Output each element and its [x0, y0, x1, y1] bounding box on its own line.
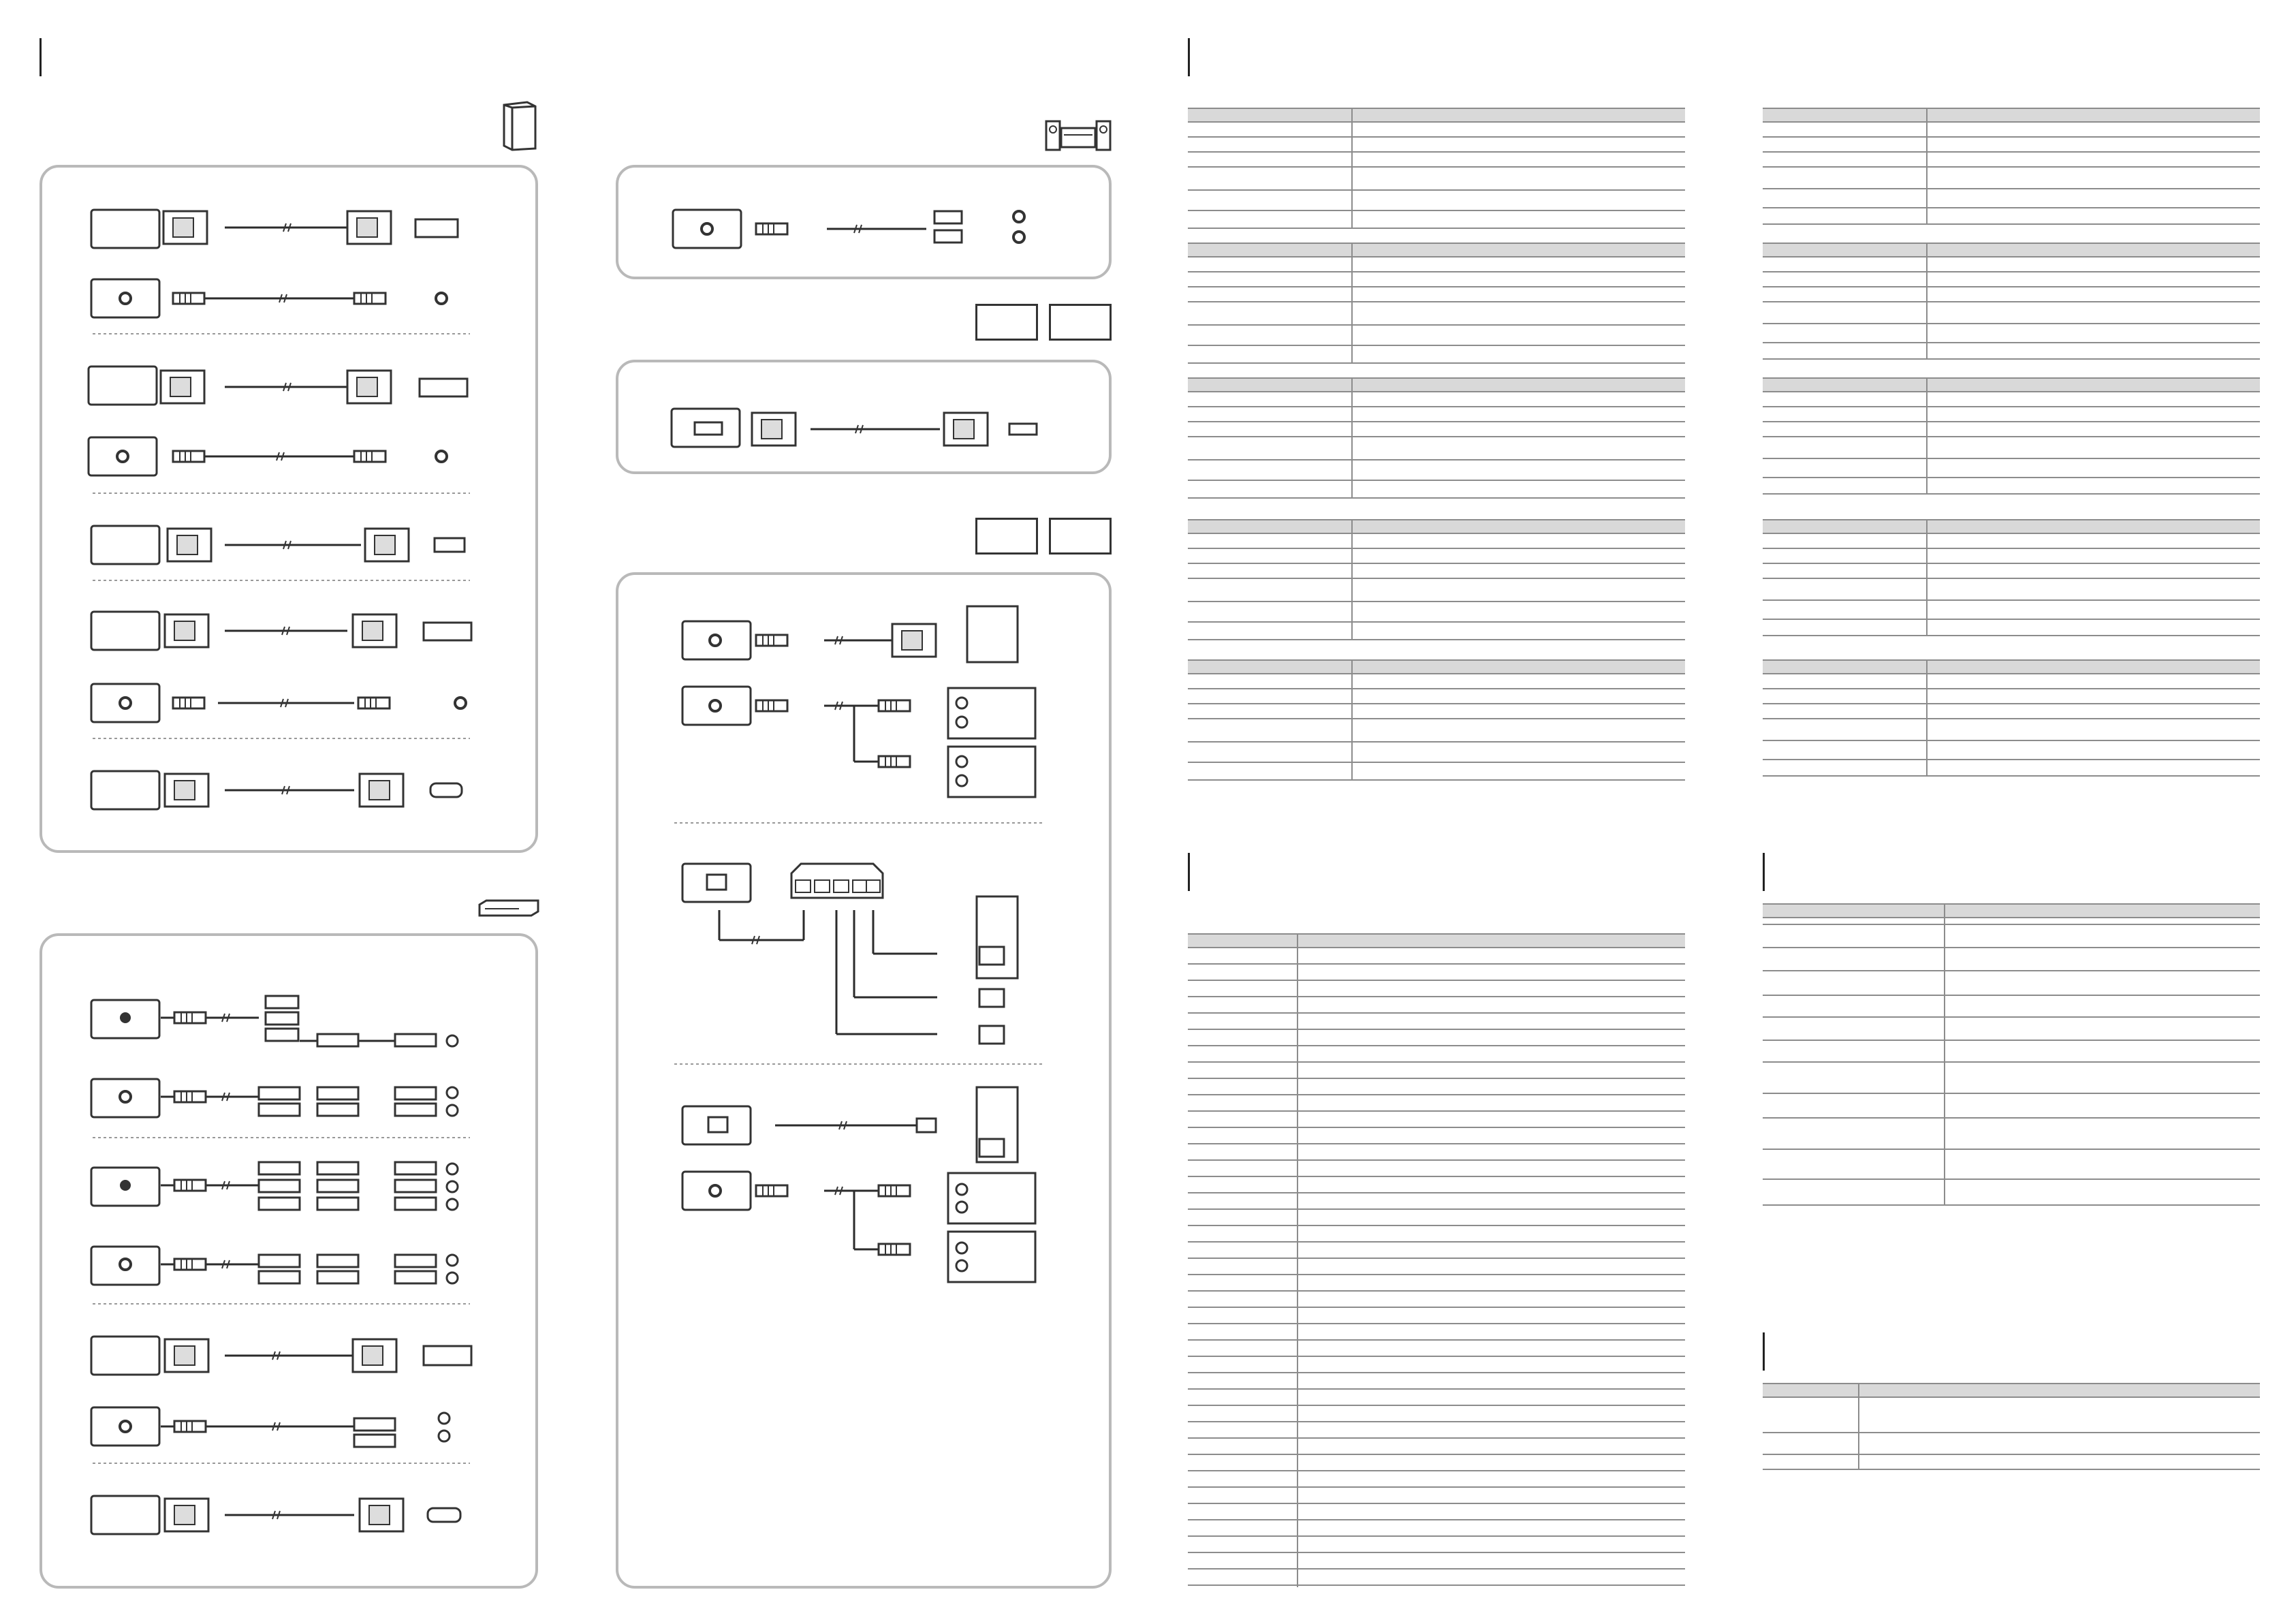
- table-divider: [1926, 377, 1928, 493]
- table-row: [1188, 980, 1685, 981]
- table-row: [1763, 1469, 2260, 1470]
- table-row: [1188, 533, 1685, 534]
- table-row: [1763, 995, 2260, 996]
- table-row: [1763, 391, 2260, 392]
- table-row: [1188, 1061, 1685, 1063]
- table-row: [1188, 1388, 1685, 1390]
- table-row: [1188, 1584, 1685, 1586]
- table-row: [1763, 342, 2260, 343]
- table-row: [1188, 639, 1685, 640]
- table-header: [1763, 659, 2260, 674]
- table-row: [1188, 1421, 1685, 1422]
- table-row: [1188, 436, 1685, 437]
- table-row: [1188, 718, 1685, 719]
- spec-table-b1: [1763, 108, 2260, 223]
- table-row: [1763, 477, 2260, 478]
- table-row: [1188, 1094, 1685, 1095]
- table-row: [1188, 1405, 1685, 1406]
- spec-table-power: [1763, 903, 2260, 1204]
- table-row: [1188, 1470, 1685, 1471]
- table-row: [1188, 1241, 1685, 1243]
- table-divider: [1351, 519, 1353, 639]
- table-row: [1188, 151, 1685, 153]
- table-row: [1763, 121, 2260, 123]
- table-row: [1763, 1178, 2260, 1180]
- table-header: [1188, 933, 1685, 948]
- table-row: [1188, 1045, 1685, 1046]
- table-row: [1188, 1356, 1685, 1357]
- table-divider: [1926, 659, 1928, 775]
- table-row: [1188, 703, 1685, 704]
- table-row: [1188, 741, 1685, 743]
- table-row: [1188, 459, 1685, 460]
- table-divider: [1297, 933, 1298, 1587]
- table-row: [1763, 421, 2260, 422]
- table-row: [1763, 406, 2260, 407]
- table-row: [1763, 256, 2260, 257]
- table-row: [1188, 1486, 1685, 1488]
- table-row: [1763, 578, 2260, 579]
- table-row: [1763, 924, 2260, 925]
- table-header: [1763, 903, 2260, 918]
- table-row: [1763, 673, 2260, 674]
- table-header: [1188, 108, 1685, 123]
- table-row: [1763, 635, 2260, 636]
- table-row: [1763, 548, 2260, 549]
- table-row: [1763, 1117, 2260, 1119]
- table-row: [1763, 1040, 2260, 1041]
- table-row: [1763, 1454, 2260, 1455]
- table-row: [1763, 223, 2260, 225]
- table-row: [1763, 323, 2260, 324]
- table-row: [1763, 207, 2260, 208]
- table-row: [1188, 345, 1685, 346]
- table-header: [1188, 519, 1685, 534]
- spec-table-a3: [1188, 377, 1685, 497]
- table-row: [1188, 1159, 1685, 1161]
- table-row: [1763, 703, 2260, 704]
- table-row: [1188, 362, 1685, 364]
- table-row: [1188, 1454, 1685, 1455]
- table-row: [1763, 436, 2260, 437]
- table-divider: [1944, 903, 1945, 1204]
- table-row: [1763, 271, 2260, 272]
- spec-table-b4: [1763, 519, 2260, 635]
- spec-table-a5: [1188, 659, 1685, 779]
- table-row: [1188, 301, 1685, 302]
- table-row: [1188, 1078, 1685, 1079]
- table-row: [1763, 1432, 2260, 1433]
- table-row: [1763, 718, 2260, 719]
- table-row: [1763, 533, 2260, 534]
- table-row: [1188, 1176, 1685, 1177]
- table-row: [1188, 1503, 1685, 1504]
- table-row: [1188, 1127, 1685, 1128]
- table-divider: [1926, 243, 1928, 358]
- table-row: [1763, 970, 2260, 971]
- table-row: [1188, 1258, 1685, 1259]
- table-divider: [1858, 1383, 1859, 1469]
- table-row: [1763, 740, 2260, 741]
- table-row: [1188, 136, 1685, 138]
- spec-table-b3: [1763, 377, 2260, 493]
- table-row: [1763, 458, 2260, 459]
- table-row: [1763, 493, 2260, 495]
- table-row: [1763, 688, 2260, 689]
- table-row: [1188, 673, 1685, 674]
- table-row: [1763, 136, 2260, 138]
- table-row: [1188, 1143, 1685, 1144]
- table-header: [1763, 108, 2260, 123]
- table-row: [1188, 688, 1685, 689]
- table-row: [1763, 286, 2260, 287]
- table-row: [1763, 947, 2260, 948]
- spec-table-long: [1188, 933, 1685, 1587]
- table-row: [1188, 1274, 1685, 1275]
- table-row: [1188, 621, 1685, 623]
- spec-table-b2: [1763, 243, 2260, 358]
- table-row: [1188, 1225, 1685, 1226]
- table-divider: [1926, 519, 1928, 635]
- table-row: [1188, 1519, 1685, 1520]
- table-row: [1763, 166, 2260, 168]
- table-row: [1188, 271, 1685, 272]
- table-row: [1188, 563, 1685, 564]
- table-header: [1763, 243, 2260, 257]
- spec-table-a4: [1188, 519, 1685, 639]
- table-row: [1763, 775, 2260, 777]
- table-row: [1188, 601, 1685, 602]
- table-row: [1188, 1029, 1685, 1030]
- table-row: [1188, 548, 1685, 549]
- table-divider: [1351, 243, 1353, 362]
- table-header: [1188, 377, 1685, 392]
- table-row: [1188, 1012, 1685, 1014]
- table-header: [1763, 1383, 2260, 1398]
- table-row: [1763, 1093, 2260, 1094]
- table-row: [1188, 1307, 1685, 1308]
- table-row: [1188, 1535, 1685, 1537]
- table-row: [1188, 578, 1685, 579]
- table-row: [1763, 599, 2260, 601]
- table-row: [1188, 121, 1685, 123]
- table-row: [1188, 1192, 1685, 1193]
- table-row: [1188, 1290, 1685, 1292]
- table-row: [1763, 619, 2260, 620]
- table-row: [1763, 301, 2260, 302]
- table-row: [1188, 228, 1685, 229]
- table-row: [1763, 1016, 2260, 1018]
- table-row: [1188, 210, 1685, 211]
- table-row: [1763, 188, 2260, 189]
- table-divider: [1926, 108, 1928, 223]
- table-row: [1763, 563, 2260, 564]
- table-row: [1188, 480, 1685, 481]
- table-row: [1763, 151, 2260, 153]
- table-row: [1188, 166, 1685, 168]
- spec-table-a2: [1188, 243, 1685, 362]
- table-row: [1188, 779, 1685, 781]
- table-header: [1188, 243, 1685, 257]
- table-row: [1188, 391, 1685, 392]
- table-row: [1188, 762, 1685, 763]
- table-header: [1763, 377, 2260, 392]
- table-row: [1763, 1061, 2260, 1063]
- table-header: [1188, 659, 1685, 674]
- table-divider: [1351, 108, 1353, 228]
- table-row: [1763, 1204, 2260, 1206]
- spec-table-small: [1763, 1383, 2260, 1469]
- table-row: [1188, 406, 1685, 407]
- table-row: [1763, 1149, 2260, 1150]
- table-row: [1188, 497, 1685, 499]
- table-divider: [1351, 659, 1353, 779]
- table-row: [1188, 1323, 1685, 1324]
- table-row: [1188, 421, 1685, 422]
- table-row: [1188, 286, 1685, 287]
- table-row: [1188, 1110, 1685, 1112]
- table-row: [1188, 189, 1685, 191]
- table-row: [1188, 1339, 1685, 1341]
- table-row: [1188, 1568, 1685, 1570]
- table-row: [1188, 324, 1685, 326]
- spec-table-b5: [1763, 659, 2260, 775]
- table-divider: [1351, 377, 1353, 497]
- table-row: [1188, 1437, 1685, 1439]
- table-row: [1188, 256, 1685, 257]
- spec-table-a1: [1188, 108, 1685, 228]
- table-row: [1188, 963, 1685, 965]
- table-row: [1188, 1208, 1685, 1210]
- table-header: [1763, 519, 2260, 534]
- table-row: [1763, 358, 2260, 360]
- table-row: [1188, 1552, 1685, 1553]
- table-row: [1188, 947, 1685, 948]
- table-row: [1188, 996, 1685, 997]
- table-row: [1188, 1372, 1685, 1373]
- table-row: [1763, 759, 2260, 760]
